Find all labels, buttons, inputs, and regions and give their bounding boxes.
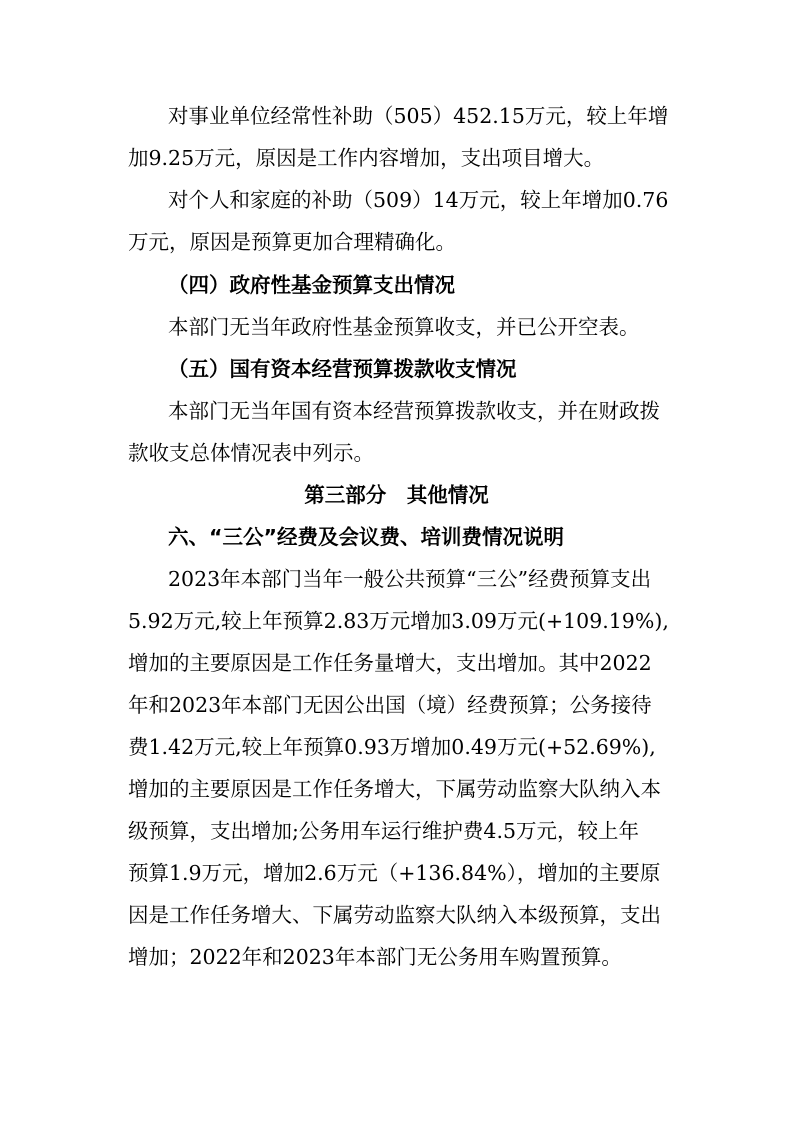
body-text-line: 年和2023年本部门无因公出国（境）经费预算；公务接待 <box>128 693 652 717</box>
body-text-line: 费1.42万元,较上年预算0.93万增加0.49万元(+52.69%), <box>128 735 656 759</box>
body-text-line: 因是工作任务增大、下属劳动监察大队纳入本级预算，支出 <box>128 903 661 927</box>
part-title: 第三部分 其他情况 <box>304 483 489 507</box>
body-text-line: 对事业单位经常性补助（505）452.15万元，较上年增 <box>168 104 669 128</box>
body-text-line: 增加；2022年和2023年本部门无公务用车购置预算。 <box>128 945 622 969</box>
body-text-line: 款收支总体情况表中列示。 <box>128 441 374 465</box>
section-heading-4: （四）政府性基金预算支出情况 <box>168 273 455 297</box>
body-text-line: 增加的主要原因是工作任务量增大，支出增加。其中2022 <box>128 651 652 675</box>
body-text-line: 本部门无当年国有资本经营预算拨款收支，并在财政拨 <box>168 399 660 423</box>
body-text-line: 本部门无当年政府性基金预算收支，并已公开空表。 <box>168 315 640 339</box>
body-text-line: 预算1.9万元，增加2.6万元（+136.84%），增加的主要原 <box>128 861 661 885</box>
section-heading-6: 六、“三公”经费及会议费、培训费情况说明 <box>168 525 564 549</box>
body-text-line: 2023年本部门当年一般公共预算“三公”经费预算支出 <box>168 567 652 591</box>
body-text-line: 5.92万元,较上年预算2.83万元增加3.09万元(+109.19%), <box>128 609 669 633</box>
body-text-line: 对个人和家庭的补助（509）14万元，较上年增加0.76 <box>168 188 669 212</box>
body-text-line: 加9.25万元，原因是工作内容增加，支出项目增大。 <box>128 146 605 170</box>
body-text-line: 万元，原因是预算更加合理精确化。 <box>128 230 456 254</box>
body-text-line: 级预算，支出增加;公务用车运行维护费4.5万元，较上年 <box>128 819 640 843</box>
body-text-line: 增加的主要原因是工作任务增大，下属劳动监察大队纳入本 <box>128 777 661 801</box>
section-heading-5: （五）国有资本经营预算拨款收支情况 <box>168 357 517 381</box>
